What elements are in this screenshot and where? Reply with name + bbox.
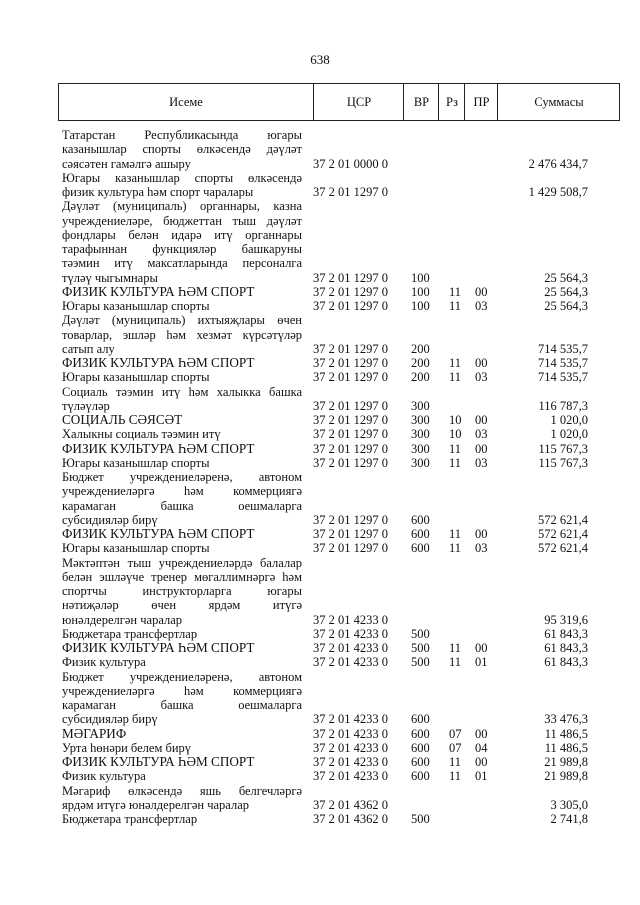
row-name: Дәүләт (муниципаль) ихтыяҗлары өчен: [62, 313, 302, 328]
row-csr: 37 2 01 4362 0: [313, 812, 388, 826]
table-row: [0, 570, 640, 584]
table-row: [0, 171, 640, 185]
row-csr: 37 2 01 4233 0: [313, 655, 388, 670]
table-row: [0, 798, 640, 812]
row-vr: 300: [411, 398, 430, 413]
row-pr: 00: [475, 356, 488, 370]
table-row: [0, 242, 640, 256]
row-name: учреждениеләргә һәм коммерциягә: [62, 484, 302, 499]
row-rz: 11: [449, 455, 462, 470]
table-row: [0, 812, 640, 826]
row-sum: 95 319,6: [544, 612, 588, 627]
row-sum: 25 564,3: [544, 299, 588, 313]
row-csr: 37 2 01 1297 0: [313, 341, 388, 356]
row-vr: 300: [411, 427, 430, 442]
table-row: [0, 556, 640, 570]
row-name: Югары казанышлар спорты: [62, 455, 210, 470]
row-vr: 600: [411, 712, 430, 727]
row-csr: 37 2 01 1297 0: [313, 512, 388, 527]
row-sum: 2 741,8: [550, 812, 588, 826]
row-sum: 61 843,3: [544, 655, 588, 670]
row-sum: 714 535,7: [538, 356, 588, 370]
row-rz: 11: [449, 769, 462, 784]
header-csr: ЦСР: [313, 84, 404, 120]
row-csr: 37 2 01 1297 0: [313, 427, 388, 442]
row-rz: 11: [449, 299, 462, 313]
table-row: [0, 627, 640, 641]
table-row: [0, 613, 640, 627]
table-row: [0, 769, 640, 783]
row-vr: 200: [411, 370, 430, 385]
row-name: субсидияләр бирү: [62, 512, 158, 527]
row-csr: 37 2 01 4233 0: [313, 641, 388, 655]
row-sum: 61 843,3: [544, 641, 588, 655]
table-row: [0, 342, 640, 356]
row-csr: 37 2 01 0000 0: [313, 156, 388, 171]
row-vr: 500: [411, 641, 430, 655]
row-rz: 11: [449, 641, 462, 655]
table-row: [0, 328, 640, 342]
row-sum: 33 476,3: [544, 712, 588, 727]
row-name: фондлары белән идарә итү органнары: [62, 227, 302, 242]
row-pr: 00: [475, 755, 488, 769]
table-row: [0, 527, 640, 541]
row-rz: 11: [449, 356, 462, 370]
row-rz: 11: [449, 755, 462, 769]
row-sum: 1 020,0: [550, 413, 588, 427]
table-row: [0, 684, 640, 698]
row-csr: 37 2 01 4362 0: [313, 797, 388, 812]
table-header: [58, 83, 620, 121]
row-name: субсидияләр бирү: [62, 712, 158, 727]
table-row: [0, 541, 640, 555]
table-row: [0, 655, 640, 669]
table-row: [0, 499, 640, 513]
row-csr: 37 2 01 1297 0: [313, 455, 388, 470]
row-name: Югары казанышлар спорты: [62, 370, 210, 385]
table-row: [0, 456, 640, 470]
row-pr: 00: [475, 413, 488, 427]
table-row: [0, 727, 640, 741]
row-csr: 37 2 01 1297 0: [313, 299, 388, 313]
row-sum: 2 476 434,7: [528, 156, 588, 171]
page-number: 638: [310, 52, 330, 67]
row-sum: 572 621,4: [538, 512, 588, 527]
row-sum: 61 843,3: [544, 626, 588, 641]
table-row: [0, 285, 640, 299]
table-row: [0, 157, 640, 171]
table-row: [0, 598, 640, 612]
row-sum: 1 020,0: [550, 427, 588, 442]
row-csr: 37 2 01 1297 0: [313, 185, 388, 199]
row-rz: 07: [449, 740, 462, 755]
table-row: [0, 470, 640, 484]
row-name: Татарстан Республикасында югары: [62, 128, 302, 142]
row-pr: 01: [475, 655, 488, 670]
row-pr: 03: [475, 427, 488, 442]
table-row: [0, 128, 640, 142]
row-name: Бюджетара трансфертлар: [62, 812, 198, 826]
row-sum: 572 621,4: [538, 541, 588, 556]
row-vr: 100: [411, 284, 430, 299]
row-name: Югары казанышлар спорты өлкәсендә: [62, 170, 302, 185]
header-name: Исеме: [169, 95, 203, 109]
row-name: казанышлар спорты өлкәсендә дәүләт: [62, 142, 302, 157]
table-row: [0, 185, 640, 199]
row-name: сәясәтен гамәлгә ашыру: [62, 156, 191, 171]
row-sum: 25 564,3: [544, 270, 588, 285]
row-name: Бюджет учреждениеләренә, автоном: [62, 470, 302, 484]
row-name: ФИЗИК КУЛЬТУРА ҺӘМ СПОРТ: [62, 440, 255, 456]
table-row: [0, 385, 640, 399]
header-pr: ПР: [464, 84, 498, 120]
table-row: [0, 513, 640, 527]
row-pr: 00: [475, 527, 488, 541]
row-rz: 11: [449, 541, 462, 556]
row-rz: 10: [449, 413, 462, 427]
row-name: учреждениеләргә һәм коммерциягә: [62, 683, 302, 698]
row-pr: 03: [475, 299, 488, 313]
row-vr: 600: [411, 726, 430, 741]
row-name: белән эшләүче тренер мөгаллимнәргә һәм: [62, 569, 302, 584]
row-csr: 37 2 01 4233 0: [313, 755, 388, 769]
row-pr: 00: [475, 284, 488, 299]
row-csr: 37 2 01 4233 0: [313, 740, 388, 755]
table-row: [0, 484, 640, 498]
row-csr: 37 2 01 4233 0: [313, 712, 388, 727]
row-pr: 03: [475, 541, 488, 556]
table-row: [0, 712, 640, 726]
row-sum: 21 989,8: [544, 769, 588, 784]
table-row: [0, 442, 640, 456]
row-sum: 572 621,4: [538, 527, 588, 541]
row-rz: 11: [449, 284, 462, 299]
row-name: товарлар, эшләр һәм хезмәт күрсәтүләр: [62, 327, 302, 342]
table-row: [0, 142, 640, 156]
row-csr: 37 2 01 4233 0: [313, 769, 388, 784]
row-pr: 00: [475, 441, 488, 456]
row-rz: 07: [449, 726, 462, 741]
row-rz: 10: [449, 427, 462, 442]
row-vr: 300: [411, 441, 430, 456]
row-sum: 116 787,3: [538, 398, 588, 413]
row-vr: 200: [411, 356, 430, 370]
row-pr: 00: [475, 726, 488, 741]
row-name: ярдәм итүгә юнәлдерелгән чаралар: [62, 797, 250, 812]
row-name: сатып алу: [62, 341, 115, 356]
table-row: [0, 370, 640, 384]
table-row: [0, 199, 640, 213]
row-name: нәтиҗәләр өчен ярдәм итүгә: [62, 598, 302, 613]
row-name: физик культура һәм спорт чаралары: [62, 185, 254, 199]
row-csr: 37 2 01 1297 0: [313, 413, 388, 427]
row-sum: 714 535,7: [538, 370, 588, 385]
table-row: [0, 399, 640, 413]
row-name: ФИЗИК КУЛЬТУРА ҺӘМ СПОРТ: [62, 640, 255, 655]
row-csr: 37 2 01 1297 0: [313, 398, 388, 413]
row-name: ФИЗИК КУЛЬТУРА ҺӘМ СПОРТ: [62, 355, 255, 370]
table-row: [0, 214, 640, 228]
row-name: Физик культура: [62, 655, 146, 670]
header-sum: Суммасы: [497, 84, 620, 120]
row-sum: 115 767,3: [538, 441, 588, 456]
row-name: МӘГАРИФ: [62, 725, 127, 741]
row-csr: 37 2 01 4233 0: [313, 726, 388, 741]
table-row: [0, 356, 640, 370]
row-sum: 714 535,7: [538, 341, 588, 356]
row-vr: 300: [411, 455, 430, 470]
header-rz: Рз: [438, 84, 465, 120]
table-row: [0, 271, 640, 285]
table-row: [0, 299, 640, 313]
row-rz: 11: [449, 527, 462, 541]
row-sum: 21 989,8: [544, 755, 588, 769]
row-sum: 11 486,5: [544, 726, 588, 741]
row-vr: 600: [411, 740, 430, 755]
row-csr: 37 2 01 1297 0: [313, 270, 388, 285]
row-csr: 37 2 01 4233 0: [313, 612, 388, 627]
row-name: Югары казанышлар спорты: [62, 541, 210, 556]
row-vr: 500: [411, 655, 430, 670]
row-vr: 300: [411, 413, 430, 427]
row-pr: 03: [475, 370, 488, 385]
row-name: карамаган башка оешмаларга: [62, 698, 302, 712]
table-row: [0, 584, 640, 598]
row-name: Мәгариф өлкәсендә яшь белгечләргә: [62, 783, 302, 798]
table-row: [0, 313, 640, 327]
table-row: [0, 741, 640, 755]
row-name: Урта һөнәри белем бирү: [62, 740, 192, 755]
table-row: [0, 784, 640, 798]
row-name: Физик культура: [62, 769, 146, 784]
row-csr: 37 2 01 4233 0: [313, 626, 388, 641]
row-name: түләүләр: [62, 398, 110, 413]
header-vr: ВР: [403, 84, 439, 120]
row-name: түләү чыгымнары: [62, 270, 158, 285]
table-row: [0, 228, 640, 242]
row-vr: 600: [411, 769, 430, 784]
table-row: [0, 670, 640, 684]
row-sum: 11 486,5: [544, 740, 588, 755]
row-csr: 37 2 01 1297 0: [313, 284, 388, 299]
row-name: ФИЗИК КУЛЬТУРА ҺӘМ СПОРТ: [62, 754, 255, 769]
row-pr: 04: [475, 740, 488, 755]
row-vr: 600: [411, 541, 430, 556]
row-pr: 03: [475, 455, 488, 470]
table-row: [0, 427, 640, 441]
row-vr: 100: [411, 299, 430, 313]
row-name: Социаль тәэмин итү һәм халыкка башка: [62, 384, 302, 399]
row-sum: 25 564,3: [544, 284, 588, 299]
table-row: [0, 698, 640, 712]
row-vr: 600: [411, 755, 430, 769]
row-pr: 01: [475, 769, 488, 784]
row-vr: 600: [411, 512, 430, 527]
row-sum: 3 305,0: [550, 797, 588, 812]
table-row: [0, 755, 640, 769]
row-csr: 37 2 01 1297 0: [313, 356, 388, 370]
row-csr: 37 2 01 1297 0: [313, 441, 388, 456]
row-pr: 00: [475, 641, 488, 655]
row-name: ФИЗИК КУЛЬТУРА ҺӘМ СПОРТ: [62, 526, 255, 541]
row-name: Халыкны социаль тәэмин итү: [62, 427, 221, 442]
row-name: учреждениеләре, бюджеттан тыш дәүләт: [62, 213, 302, 228]
row-name: Дәүләт (муниципаль) органнары, казна: [62, 199, 302, 214]
row-name: тәэмин итү максатларында персоналга: [62, 256, 302, 271]
table-row: [0, 641, 640, 655]
row-rz: 11: [449, 370, 462, 385]
row-vr: 500: [411, 626, 430, 641]
row-name: Югары казанышлар спорты: [62, 299, 210, 313]
row-csr: 37 2 01 1297 0: [313, 370, 388, 385]
row-name: СОЦИАЛЬ СӘЯСӘТ: [62, 412, 183, 427]
row-name: карамаган башка оешмаларга: [62, 498, 302, 513]
row-rz: 11: [449, 655, 462, 670]
table-row: [0, 256, 640, 270]
row-sum: 115 767,3: [538, 455, 588, 470]
row-name: спортчы инструкторларга югары: [62, 584, 302, 598]
row-name: Бюджет учреждениеләренә, автоном: [62, 669, 302, 684]
row-sum: 1 429 508,7: [528, 185, 588, 199]
row-name: тарафыннан функцияләр башкаруны: [62, 242, 302, 256]
table-row: [0, 413, 640, 427]
row-vr: 600: [411, 527, 430, 541]
row-name: Мәктәптән тыш учреждениеләрдә балалар: [62, 555, 302, 570]
row-name: ФИЗИК КУЛЬТУРА ҺӘМ СПОРТ: [62, 283, 255, 299]
row-name: Бюджетара трансфертлар: [62, 626, 198, 641]
row-rz: 11: [449, 441, 462, 456]
row-vr: 500: [411, 812, 430, 826]
row-csr: 37 2 01 1297 0: [313, 541, 388, 556]
row-vr: 100: [411, 270, 430, 285]
row-vr: 200: [411, 341, 430, 356]
row-name: юнәлдерелгән чаралар: [62, 612, 183, 627]
row-csr: 37 2 01 1297 0: [313, 527, 388, 541]
